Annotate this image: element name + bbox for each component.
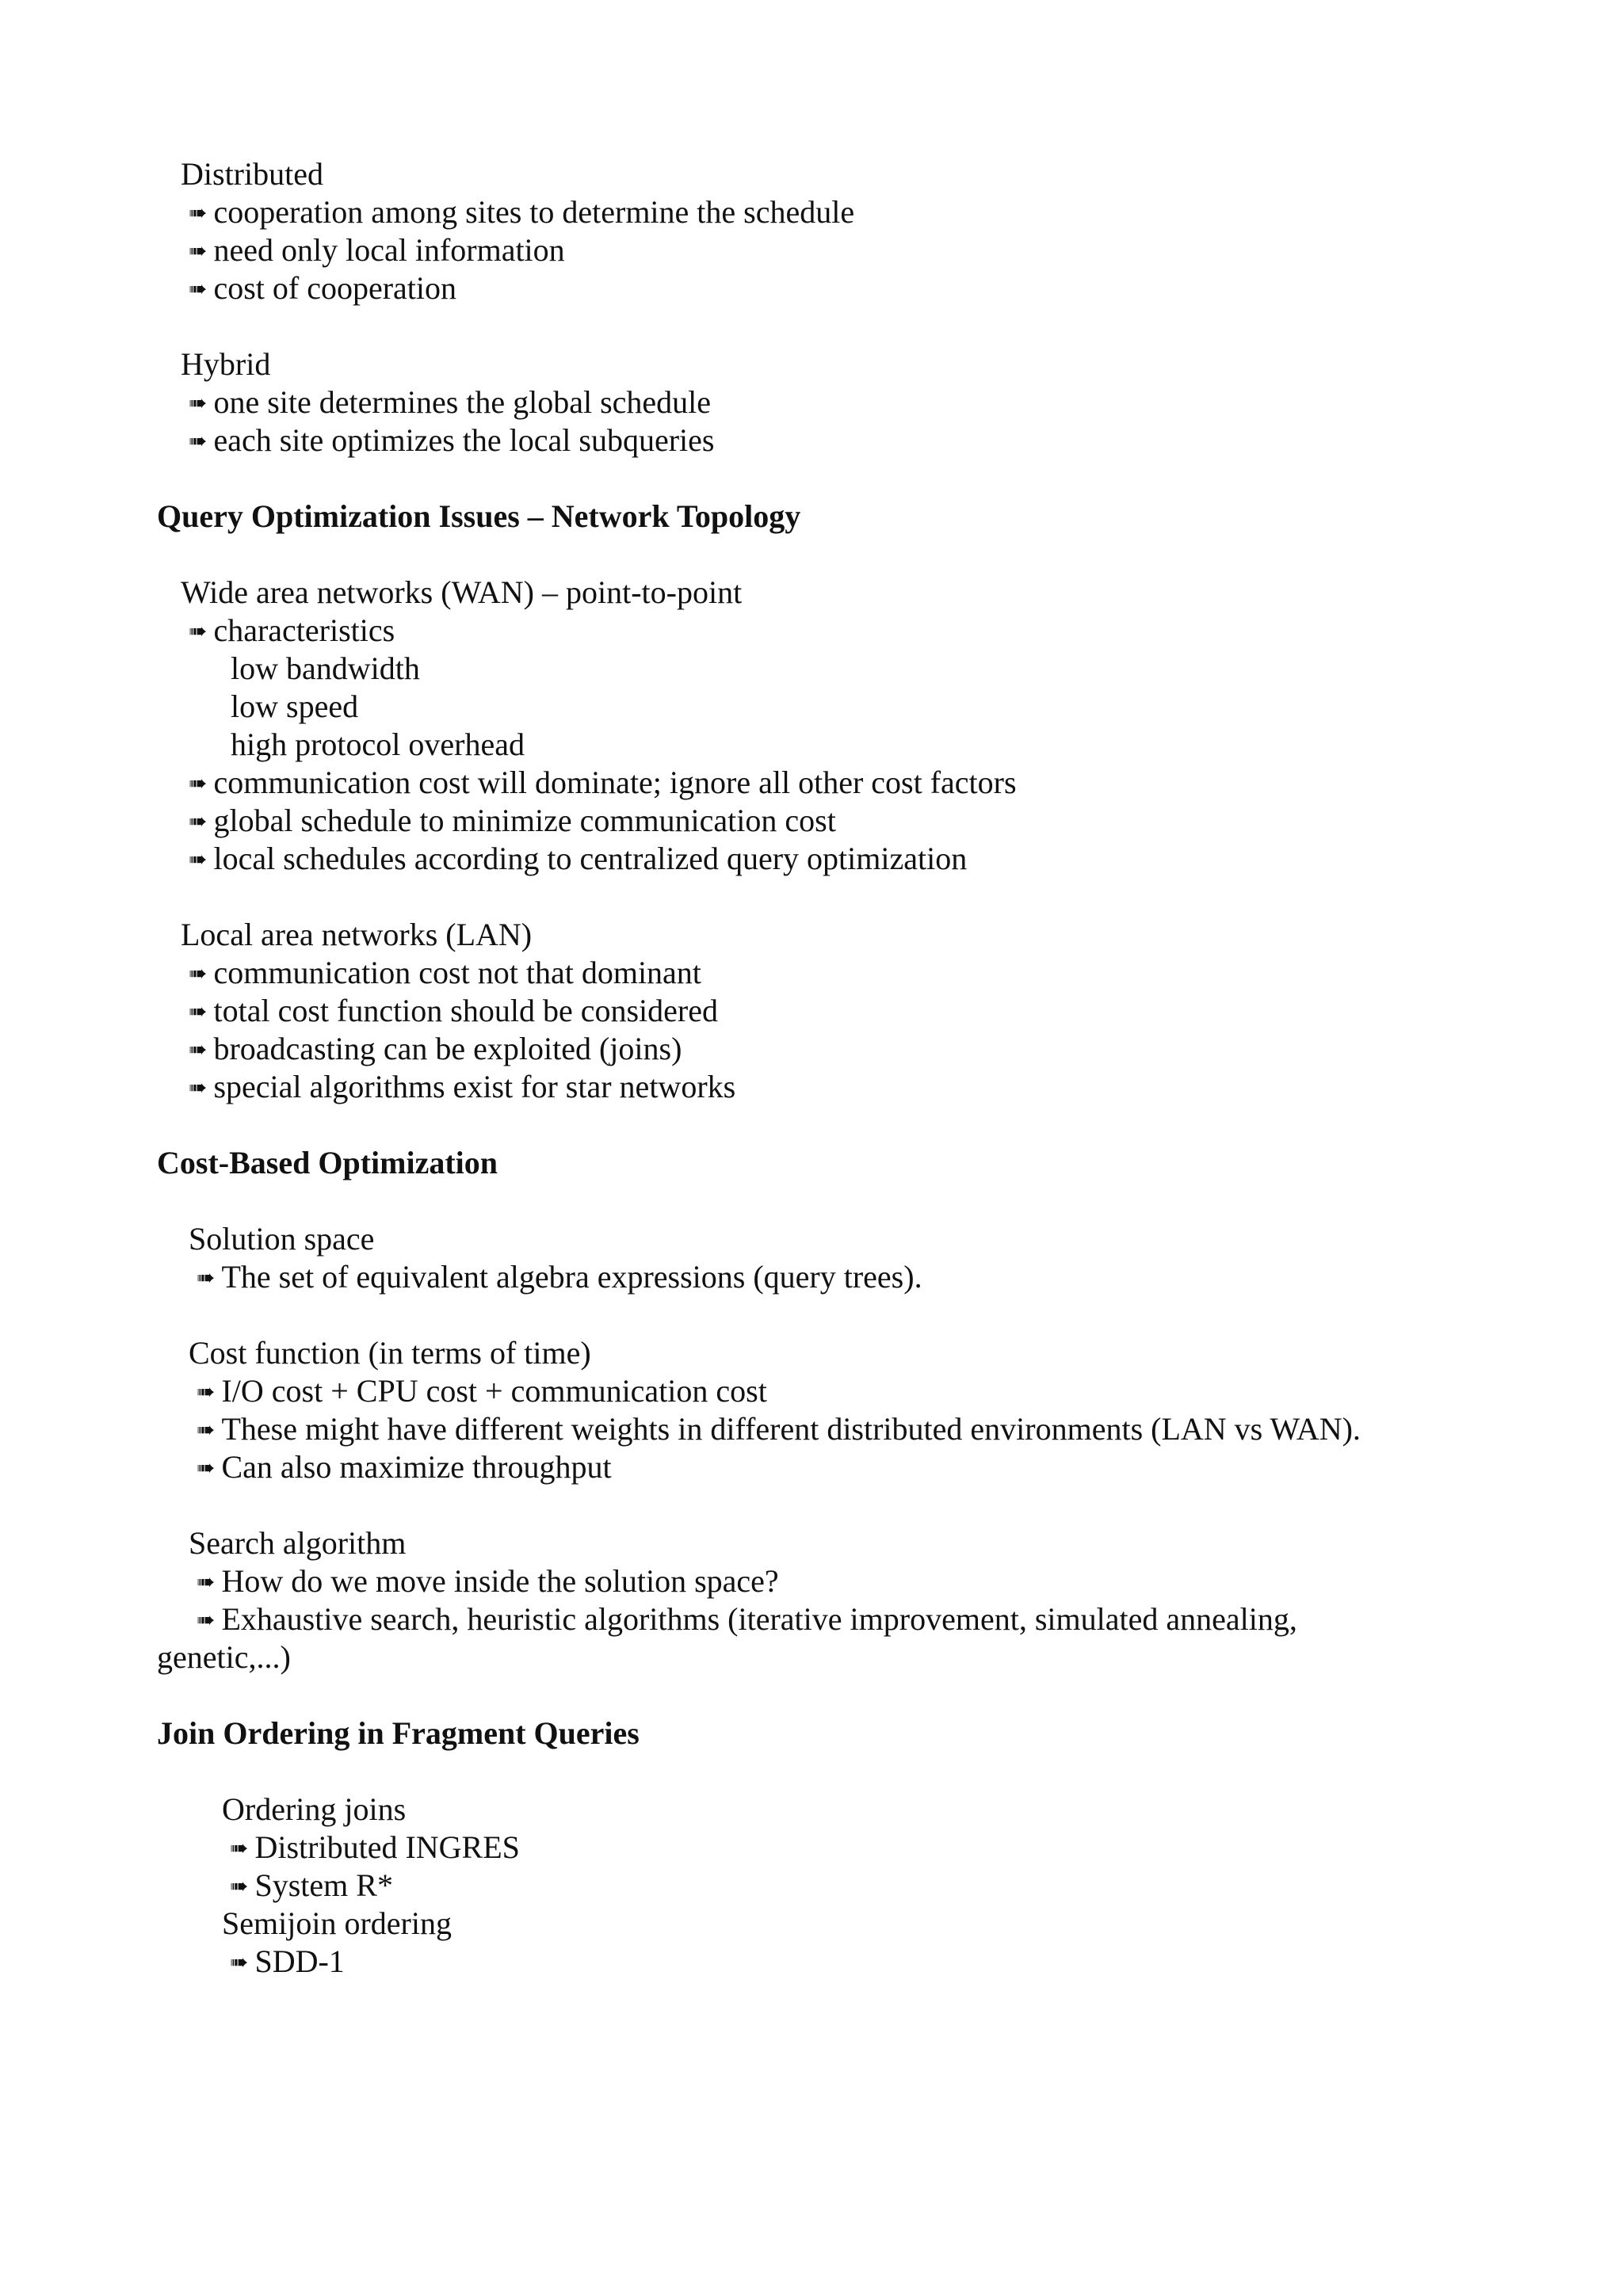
arrow-icon: ➠: [189, 998, 208, 1024]
bullet-text: communication cost not that dominant: [213, 955, 701, 990]
search-algorithm-continuation: genetic,...): [157, 1639, 291, 1675]
wan-bullet: [189, 840, 967, 879]
ordering-joins-bullet: [230, 1867, 393, 1905]
bullet-text: Can also maximize throughput: [221, 1449, 612, 1485]
arrow-icon: ➠: [189, 428, 208, 454]
search-algorithm-bullet: [197, 1600, 1297, 1639]
cost-based-heading: Cost-Based Optimization: [157, 1145, 498, 1180]
arrow-icon: ➠: [197, 1607, 216, 1633]
solution-space-title: Solution space: [189, 1221, 375, 1257]
cost-function-bullet: [197, 1448, 612, 1487]
solution-space-bullet: [197, 1258, 922, 1297]
bullet-text: global schedule to minimize communication cost: [213, 803, 836, 838]
lan-bullet: [189, 1068, 735, 1107]
arrow-icon: ➠: [189, 1074, 208, 1100]
ordering-joins-bullet: [230, 1829, 520, 1867]
bullet-text: each site optimizes the local subqueries: [213, 422, 715, 458]
distributed-title: Distributed: [181, 156, 323, 192]
cost-function-bullet: [197, 1372, 767, 1411]
wan-characteristics-bullet: [189, 612, 395, 650]
distributed-bullet: [189, 231, 565, 270]
network-topology-heading: Query Optimization Issues – Network Topology: [157, 498, 801, 534]
arrow-icon: ➠: [197, 1379, 216, 1405]
arrow-icon: ➠: [197, 1569, 216, 1595]
cost-function-bullet: [197, 1410, 1361, 1449]
ordering-joins-title: Ordering joins: [222, 1791, 407, 1827]
bullet-text: total cost function should be considered: [213, 993, 718, 1028]
search-algorithm-bullet: [197, 1562, 779, 1601]
bullet-text: cost of cooperation: [213, 270, 457, 306]
cost-function-title: Cost function (in terms of time): [189, 1335, 591, 1371]
hybrid-bullet: [189, 421, 714, 460]
bullet-text: local schedules according to centralized query optimization: [213, 841, 968, 876]
wan-characteristic: high protocol overhead: [231, 727, 525, 762]
distributed-bullet: [189, 193, 854, 232]
distributed-bullet: [189, 269, 456, 308]
wan-bullet: [189, 764, 1017, 803]
arrow-icon: ➠: [189, 390, 208, 416]
bullet-text: Distributed INGRES: [254, 1829, 520, 1865]
bullet-text: need only local information: [213, 232, 565, 268]
arrow-icon: ➠: [189, 770, 208, 796]
bullet-text: The set of equivalent algebra expressions (query trees).: [221, 1259, 922, 1295]
bullet-text: These might have different weights in different distributed environments (LAN vs WAN).: [221, 1411, 1361, 1447]
lan-bullet: [189, 954, 701, 993]
hybrid-title: Hybrid: [181, 346, 271, 382]
bullet-text: cooperation among sites to determine the schedule: [213, 194, 855, 230]
semijoin-bullet: [230, 1943, 345, 1981]
bullet-text: characteristics: [213, 612, 395, 648]
arrow-icon: ➠: [189, 200, 208, 226]
wan-bullet: [189, 802, 836, 841]
arrow-icon: ➠: [230, 1949, 249, 1975]
lan-title: Local area networks (LAN): [181, 917, 533, 952]
arrow-icon: ➠: [189, 808, 208, 834]
arrow-icon: ➠: [189, 238, 208, 264]
bullet-text: How do we move inside the solution space?: [221, 1563, 779, 1599]
arrow-icon: ➠: [197, 1455, 216, 1481]
arrow-icon: ➠: [189, 960, 208, 986]
lan-bullet: [189, 992, 718, 1031]
bullet-text: one site determines the global schedule: [213, 384, 712, 420]
bullet-text: Exhaustive search, heuristic algorithms (iterative improvement, simulated annealing,: [221, 1601, 1297, 1637]
wan-characteristic: low speed: [231, 688, 359, 724]
semijoin-title: Semijoin ordering: [222, 1905, 452, 1941]
bullet-text: System R*: [254, 1867, 393, 1903]
join-ordering-heading: Join Ordering in Fragment Queries: [157, 1715, 640, 1751]
arrow-icon: ➠: [189, 618, 208, 644]
bullet-text: special algorithms exist for star networks: [213, 1069, 736, 1104]
arrow-icon: ➠: [189, 276, 208, 302]
bullet-text: broadcasting can be exploited (joins): [213, 1031, 682, 1066]
arrow-icon: ➠: [189, 846, 208, 872]
hybrid-bullet: [189, 383, 711, 422]
arrow-icon: ➠: [189, 1036, 208, 1062]
arrow-icon: ➠: [230, 1835, 249, 1861]
bullet-text: communication cost will dominate; ignore all other cost factors: [213, 765, 1017, 800]
arrow-icon: ➠: [230, 1873, 249, 1899]
arrow-icon: ➠: [197, 1417, 216, 1443]
wan-characteristic: low bandwidth: [231, 650, 420, 686]
bullet-text: I/O cost + CPU cost + communication cost: [221, 1373, 767, 1409]
bullet-text: SDD-1: [254, 1943, 345, 1979]
wan-title: Wide area networks (WAN) – point-to-point: [181, 574, 743, 610]
lan-bullet: [189, 1030, 682, 1069]
arrow-icon: ➠: [197, 1264, 216, 1291]
search-algorithm-title: Search algorithm: [189, 1525, 407, 1561]
